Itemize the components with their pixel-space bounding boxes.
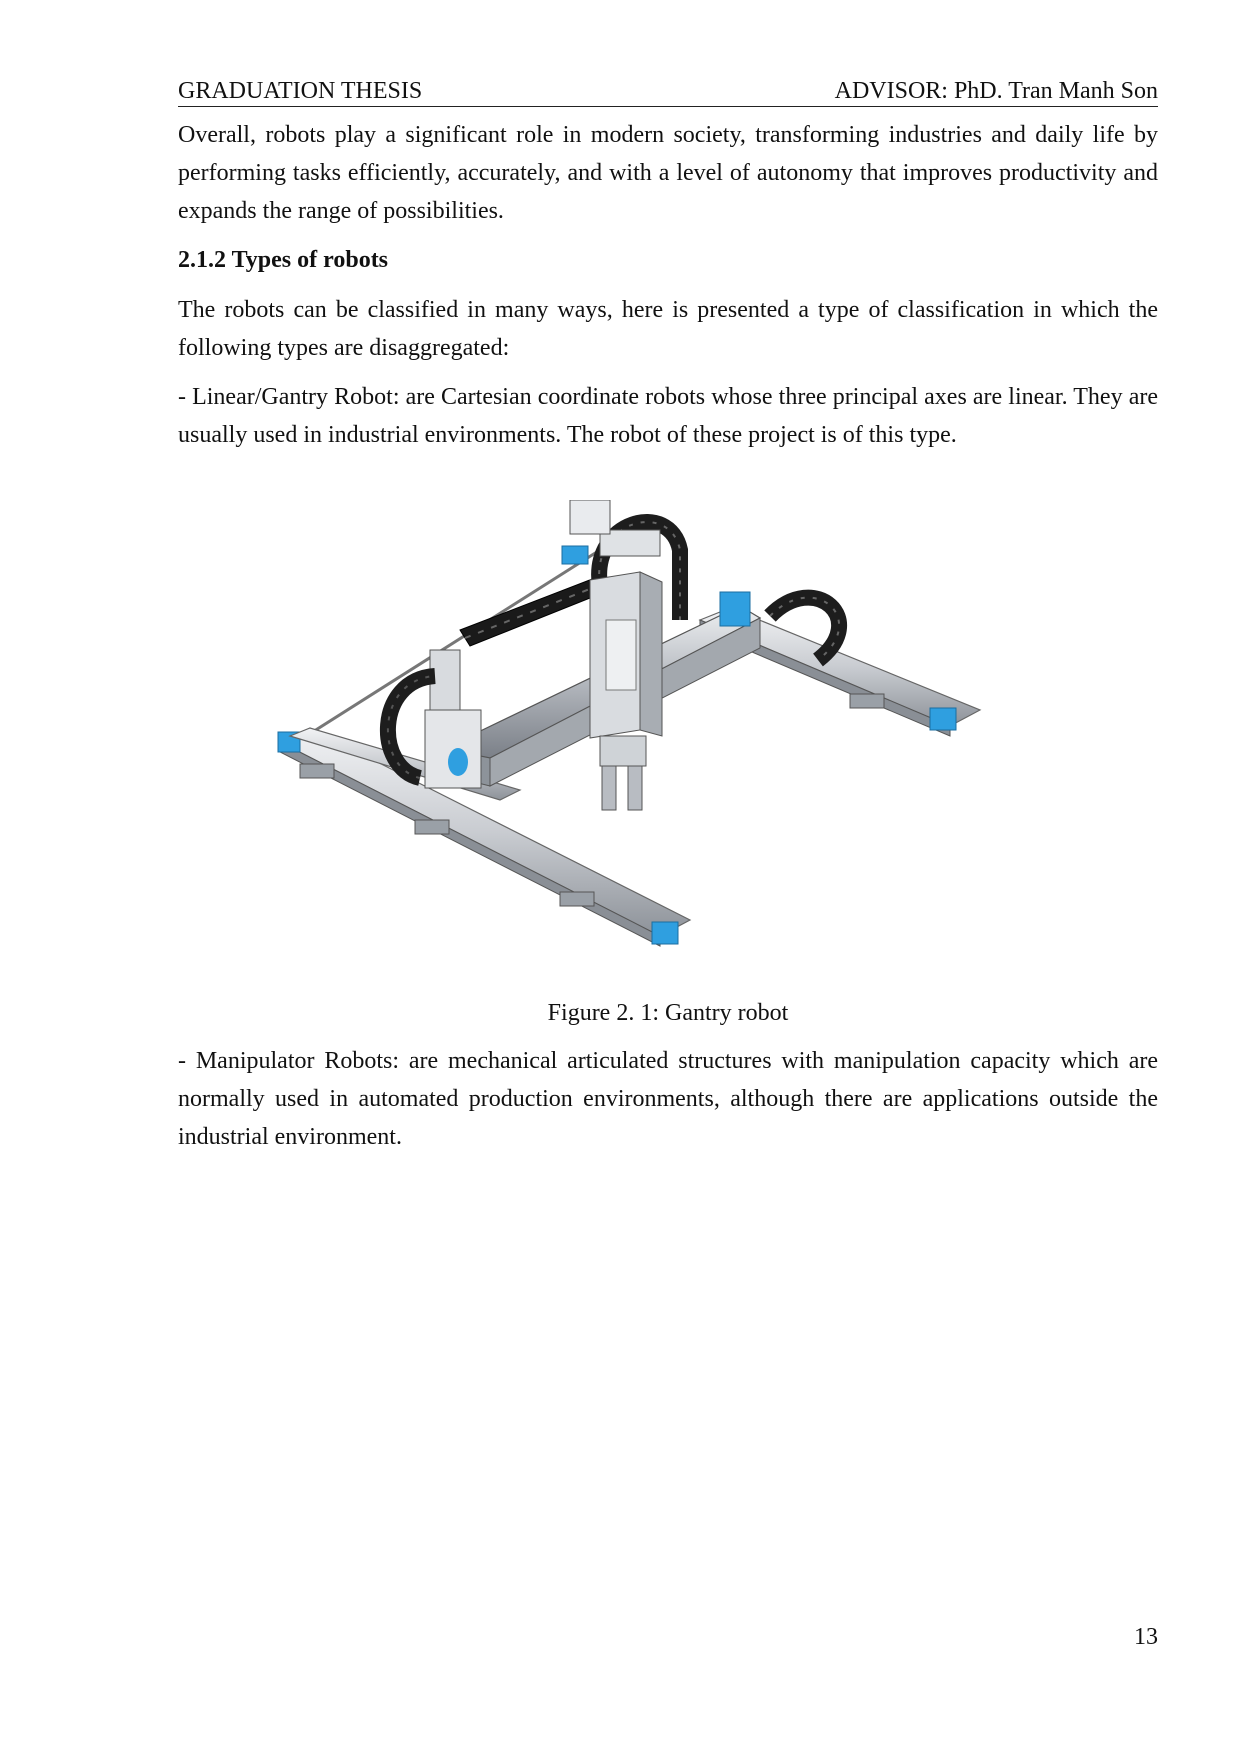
paragraph-classification: The robots can be classified in many ways, here is presented a type of classification in which the following types are disaggregated: bbox=[178, 297, 1158, 361]
running-header bbox=[178, 76, 1158, 107]
header-advisor: ADVISOR: PhD. Tran Manh Son bbox=[834, 78, 1158, 104]
figure-caption: Figure 2. 1: Gantry robot bbox=[547, 1000, 789, 1026]
gantry-robot-figure bbox=[270, 500, 1070, 980]
paragraph-robots-overview: Overall, robots play a significant role in modern society, transforming industries and daily life by performing tasks efficiently, accurately, and with a level of autonomy that improves productivity and expands the range of possibilities. bbox=[178, 122, 1158, 224]
header-thesis-title: GRADUATION THESIS bbox=[178, 78, 423, 104]
paragraph-gantry-robot: - Linear/Gantry Robot: are Cartesian coordinate robots whose three principal axes are linear. They are usually used in industrial environments. The robot of these project is of this type. bbox=[178, 384, 1158, 448]
paragraph-manipulator-robots: - Manipulator Robots: are mechanical articulated structures with manipulation capacity which are normally used in automated production environments, although there are applications outside the industrial environment. bbox=[178, 1048, 1158, 1150]
section-heading-types-of-robots: 2.1.2 Types of robots bbox=[178, 247, 389, 273]
gantry-robot-illustration bbox=[270, 500, 1070, 980]
page-number: 13 bbox=[1134, 1624, 1158, 1650]
